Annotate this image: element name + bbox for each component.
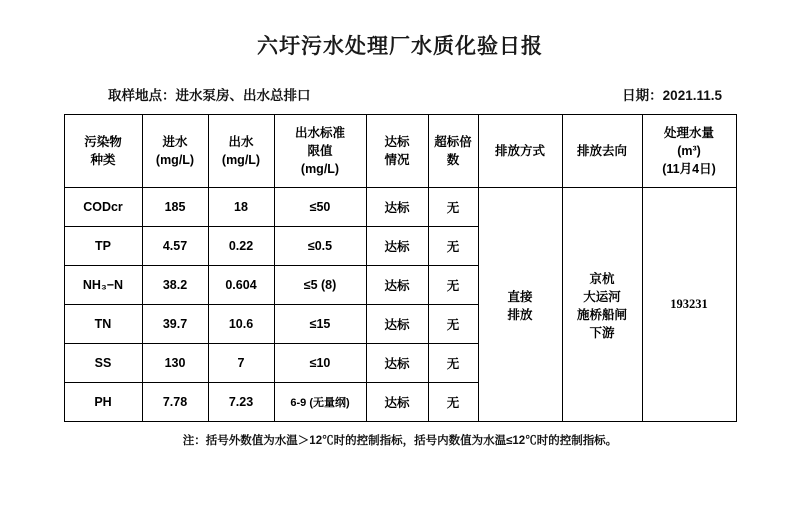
cell-discharge-method: 直接 排放 (478, 188, 562, 422)
meta-row (108, 84, 722, 104)
cell-standard: ≤15 (274, 305, 366, 344)
cell-exceed: 无 (428, 383, 478, 422)
header-exceed-multiple: 超标倍 数 (428, 115, 478, 188)
header-pollutant: 污染物 种类 (64, 115, 142, 188)
cell-treated-volume: 193231 (642, 188, 736, 422)
cell-exceed: 无 (428, 344, 478, 383)
cell-standard: ≤50 (274, 188, 366, 227)
cell-pollutant: SS (64, 344, 142, 383)
header-standard-limit: 出水标准 限值 (mg/L) (274, 115, 366, 188)
cell-pollutant: NH₃−N (64, 266, 142, 305)
cell-influent: 38.2 (142, 266, 208, 305)
cell-exceed: 无 (428, 305, 478, 344)
cell-compliance: 达标 (366, 383, 428, 422)
cell-pollutant: PH (64, 383, 142, 422)
cell-compliance: 达标 (366, 227, 428, 266)
table-row (64, 188, 736, 227)
header-effluent: 出水 (mg/L) (208, 115, 274, 188)
cell-effluent: 0.22 (208, 227, 274, 266)
cell-pollutant: CODcr (64, 188, 142, 227)
sampling-location-label: 取样地点：进水泵房、出水总排口 (108, 88, 311, 103)
table-footnote: 注：括号外数值为水温＞12℃时的控制指标，括号内数值为水温≤12℃时的控制指标。 (182, 435, 618, 447)
cell-discharge-direction: 京杭 大运河 施桥船闸 下游 (562, 188, 642, 422)
header-discharge-method: 排放方式 (478, 115, 562, 188)
cell-effluent: 0.604 (208, 266, 274, 305)
cell-standard: ≤0.5 (274, 227, 366, 266)
cell-standard: ≤10 (274, 344, 366, 383)
cell-standard: ≤5 (8) (274, 266, 366, 305)
cell-compliance: 达标 (366, 266, 428, 305)
cell-effluent: 7.23 (208, 383, 274, 422)
cell-influent: 4.57 (142, 227, 208, 266)
report-date-label: 日期：2021.11.5 (622, 88, 722, 103)
cell-influent: 39.7 (142, 305, 208, 344)
header-influent: 进水 (mg/L) (142, 115, 208, 188)
cell-effluent: 7 (208, 344, 274, 383)
page-title: 六圩污水处理厂水质化验日报 (257, 34, 543, 58)
cell-pollutant: TN (64, 305, 142, 344)
cell-compliance: 达标 (366, 344, 428, 383)
cell-influent: 185 (142, 188, 208, 227)
cell-pollutant: TP (64, 227, 142, 266)
table-header-row (64, 115, 736, 188)
header-discharge-direction: 排放去向 (562, 115, 642, 188)
cell-effluent: 10.6 (208, 305, 274, 344)
cell-influent: 130 (142, 344, 208, 383)
cell-exceed: 无 (428, 266, 478, 305)
cell-exceed: 无 (428, 188, 478, 227)
header-compliance: 达标 情况 (366, 115, 428, 188)
cell-standard: 6-9 (无量纲) (274, 383, 366, 422)
water-quality-table (64, 114, 737, 422)
cell-influent: 7.78 (142, 383, 208, 422)
cell-compliance: 达标 (366, 305, 428, 344)
cell-compliance: 达标 (366, 188, 428, 227)
cell-exceed: 无 (428, 227, 478, 266)
cell-effluent: 18 (208, 188, 274, 227)
header-treated-volume: 处理水量 (m³) (11月4日) (642, 115, 736, 188)
